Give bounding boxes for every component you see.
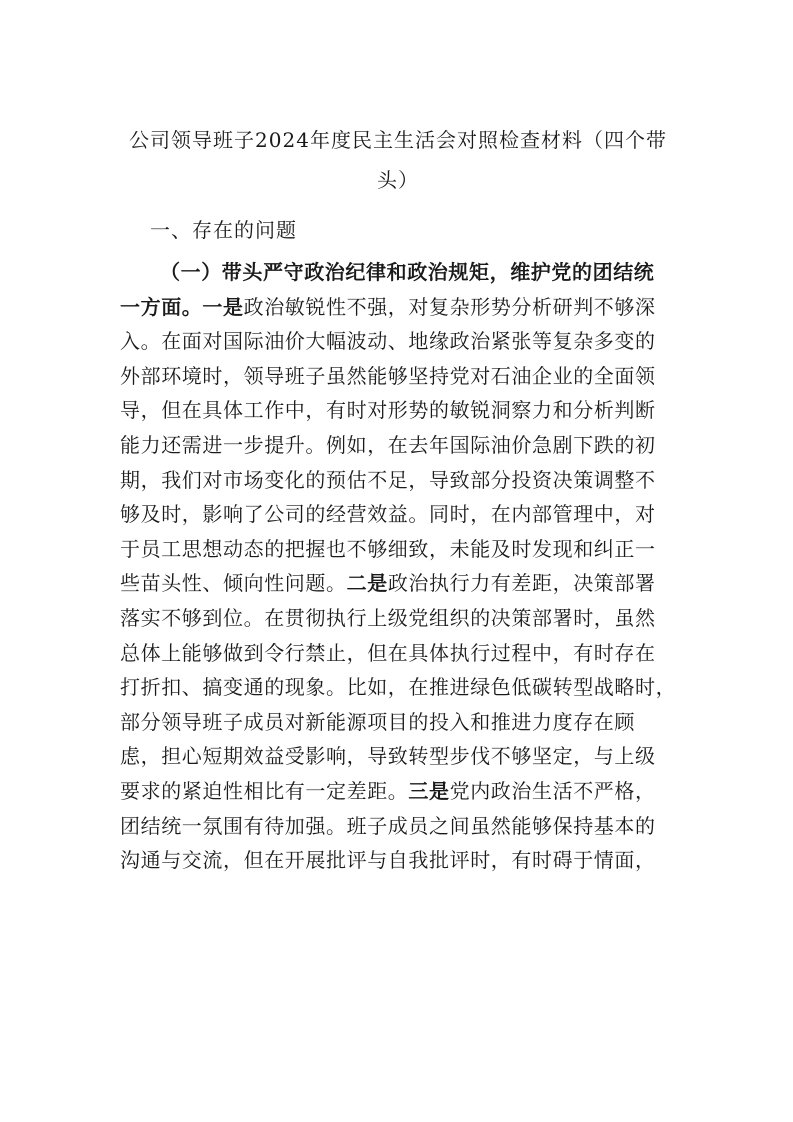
body-line (120, 774, 680, 809)
body-text-segment: 政治敏锐性不强，对复杂形势分析研判不够深 (243, 294, 656, 319)
body-text-segment: 要求的紧迫性相比有一定差距。 (120, 778, 409, 803)
body-text-segment: 期，我们对市场变化的预估不足，导致部分投资决策调整不 (120, 467, 656, 492)
body-text-segment: 够及时，影响了公司的经营效益。同时，在内部管理中，对 (120, 502, 656, 527)
body-text-segment: 于员工思想动态的把握也不够细致，未能及时发现和纠正一 (120, 536, 656, 561)
body-line (120, 463, 680, 498)
title-line-2: 头） (377, 168, 419, 192)
body-text-segment: 打折扣、搞变通的现象。比如，在推进绿色低碳转型战略时， (120, 675, 677, 700)
body-line (120, 255, 680, 290)
body-line (120, 843, 680, 878)
bold-text: 一方面。一是 (120, 294, 244, 319)
body-text-segment: 团结统一氛围有待加强。班子成员之间虽然能够保持基本的 (120, 813, 656, 838)
body-line (120, 670, 680, 705)
body-text-segment: 沟通与交流，但在开展批评与自我批评时，有时碍于情面， (120, 848, 656, 873)
section-heading: 一、存在的问题 (150, 218, 297, 242)
body-line (120, 601, 680, 636)
body-text-segment: 总体上能够做到令行禁止，但在具体执行过程中，有时存在 (120, 640, 656, 665)
body-text-segment: 政治执行力有差距，决策部署 (387, 571, 656, 596)
body-text-segment: 些苗头性、倾向性问题。 (120, 571, 347, 596)
body-line (120, 359, 680, 394)
bold-text: （一）带头严守政治纪律和政治规矩，维护党的团结统 (160, 260, 655, 284)
bold-text: 三是 (408, 778, 450, 803)
body-line (120, 809, 680, 844)
body-text-segment: 导，但在具体工作中，有时对形势的敏锐洞察力和分析判断 (120, 398, 656, 423)
body-text-segment: 能力还需进一步提升。例如，在去年国际油价急剧下跌的初 (120, 432, 656, 457)
body-text (120, 255, 680, 878)
bold-text: 二是 (346, 571, 388, 596)
body-text-segment: 虑，担心短期效益受影响，导致转型步伐不够坚定，与上级 (120, 744, 656, 769)
body-line (120, 636, 680, 671)
body-line (120, 497, 680, 532)
body-text-segment: 部分领导班子成员对新能源项目的投入和推进力度存在顾 (120, 709, 635, 734)
body-line (120, 290, 680, 325)
body-line (120, 428, 680, 463)
body-text-segment: 党内政治生活不严格， (449, 778, 656, 803)
document-title (118, 120, 678, 200)
body-line (120, 739, 680, 774)
body-line (120, 705, 680, 740)
body-text-segment: 外部环境时，领导班子虽然能够坚持党对石油企业的全面领 (120, 363, 656, 388)
body-line (120, 393, 680, 428)
body-line (120, 324, 680, 359)
body-text-segment: 入。在面对国际油价大幅波动、地缘政治紧张等复杂多变的 (120, 329, 656, 354)
title-line-1: 公司领导班子2024年度民主生活会对照检查材料（四个带 (129, 128, 667, 152)
body-line (120, 532, 680, 567)
body-text-segment: 落实不够到位。在贯彻执行上级党组织的决策部署时，虽然 (120, 605, 656, 630)
body-line (120, 566, 680, 601)
